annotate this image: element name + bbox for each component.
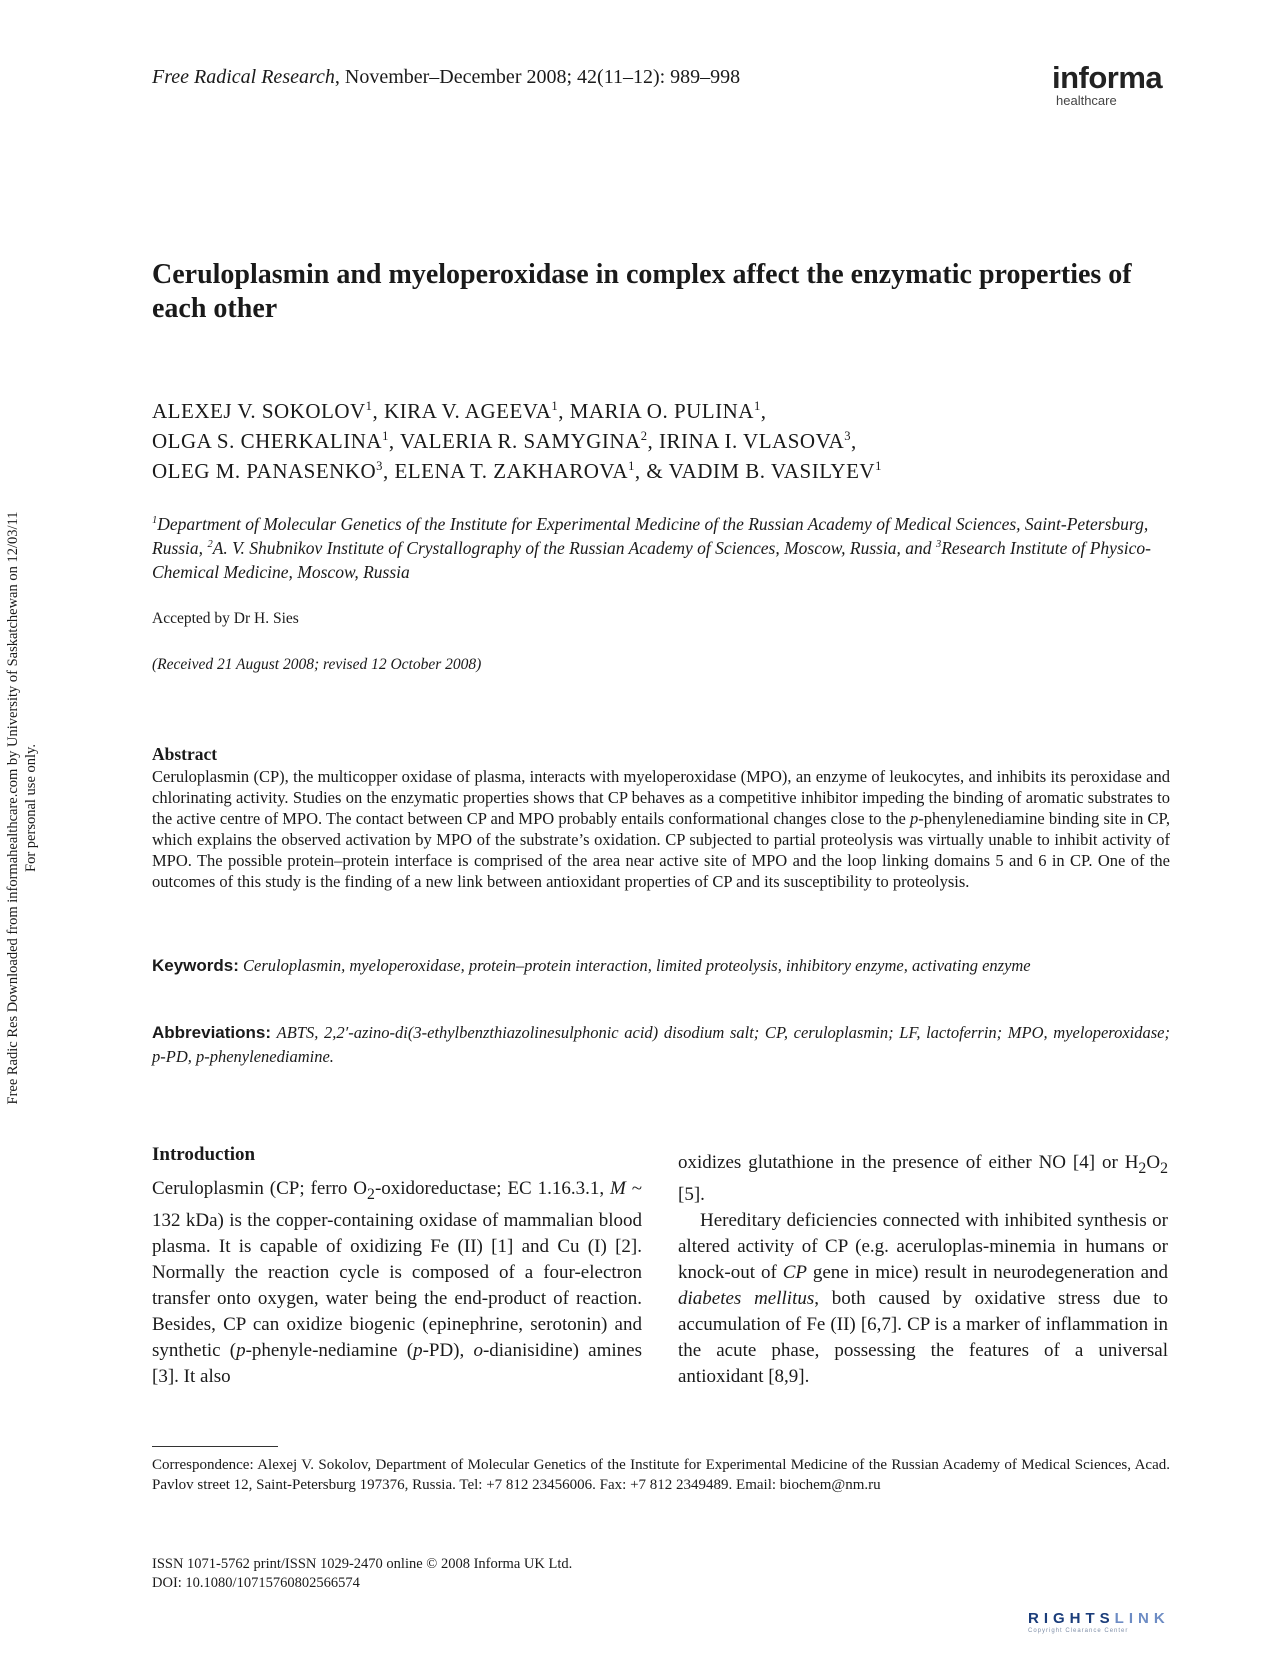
logo-sub-text: healthcare: [1056, 93, 1117, 108]
watermark-line-2: For personal use only.: [23, 744, 39, 872]
author: MARIA O. PULINA$^1$,: [569, 399, 767, 423]
correspondence-footnote: Correspondence: Alexej V. Sokolov, Department of Molecular Genetics of the Institute for Experimental Medicine of the Russian Academy of Medical Sciences, Acad. Pavlov street 12, Saint-Petersburg 197376, Russia. Tel: +7 812 23456006. Fax: +7 812 2349489. Email: biochem@nm.ru: [152, 1457, 1170, 1493]
keywords-label: Keywords:: [152, 956, 239, 975]
download-watermark: [4, 428, 44, 1188]
keywords-text: Ceruloplasmin, myeloperoxidase, protein–protein interaction, limited proteolysis, inhibitory enzyme, activating enzyme: [243, 956, 1031, 975]
author: IRINA I. VLASOVA$^3$,: [659, 429, 857, 453]
author: OLGA S. CHERKALINA$^1$,: [152, 429, 401, 453]
intro-paragraph-2: oxidizes glutathione in the presence of either NO [4] or $H_2O_2$ [5].: [678, 1152, 1168, 1205]
abbreviations: [152, 1021, 1170, 1069]
intro-paragraph-1: Ceruloplasmin (CP; ferro $O_2$-oxidoreductase; EC 1.16.3.1, M ~ 132 kDa) is the copper-containing oxidase of mammalian blood plasma. It is capable of oxidizing Fe (II) [1] and Cu (I) [2]. Normally the reaction cycle is composed of a four-electron transfer onto oxygen, water being the end-product of reaction. Besides, CP can oxidize biogenic (epinephrine, serotonin) and synthetic (p-phenyle-nediamine (p-PD), o-dianisidine) amines [3]. It also: [152, 1178, 642, 1387]
introduction-heading: Introduction: [152, 1144, 256, 1165]
introduction-left-column: [152, 1144, 642, 1390]
journal-citation: [152, 66, 740, 89]
author: ELENA T. ZAKHAROVA$^1$, &: [394, 459, 669, 483]
author: ALEXEJ V. SOKOLOV$^1$,: [152, 399, 384, 423]
rightslink-logo: [1028, 1610, 1170, 1634]
informa-logo: [1052, 62, 1162, 108]
affiliations: $^1$Department of Molecular Genetics of the Institute for Experimental Medicine of the Russian Academy of Medical Sciences, Saint-Petersburg, Russia, $^2$A. V. Shubnikov Institute of Crystallography of the Russian Academy of Sciences, Moscow, Russia, and $^3$Research Institute of Physico-Chemical Medicine, Moscow, Russia: [152, 514, 1151, 582]
keywords: [152, 954, 1170, 978]
author: KIRA V. AGEEVA$^1$,: [383, 399, 570, 423]
journal-name: Free Radical Research: [152, 66, 335, 88]
watermark-line-1: Free Radic Res Downloaded from informahealthcare.com by University of Saskatchewan on 12/03/11: [5, 511, 21, 1105]
article-title: Ceruloplasmin and myeloperoxidase in complex affect the enzymatic properties of each other: [152, 259, 1132, 324]
abstract-heading: Abstract: [152, 744, 218, 764]
abstract-text: Ceruloplasmin (CP), the multicopper oxidase of plasma, interacts with myeloperoxidase (MPO), an enzyme of leukocytes, and inhibits its peroxidase and chlorinating activity. Studies on the enzymatic properties shows that CP behaves as a competitive inhibitor impeding the binding of aromatic substrates to the active centre of MPO. The contact between CP and MPO probably entails conformational changes close to the p-phenylenediamine binding site in CP, which explains the observed activation by MPO of the substrate’s oxidation. CP subjected to partial proteolysis was virtually unable to inhibit activity of MPO. The possible protein–protein interface is comprised of the area near active site of MPO and the loop linking domains 5 and 6 in CP. One of the outcomes of this study is the finding of a new link between antioxidant properties of CP and its susceptibility to proteolysis.: [152, 767, 1171, 891]
logo-main-text: informa: [1052, 60, 1163, 95]
received-dates: (Received 21 August 2008; revised 12 October 2008): [152, 656, 482, 673]
author: VALERIA R. SAMYGINA$^2$,: [400, 429, 660, 453]
author: OLEG M. PANASENKO$^3$,: [152, 459, 395, 483]
rightslink-light: LINK: [1114, 1610, 1170, 1627]
doi-line: DOI: 10.1080/10715760802566574: [152, 1575, 360, 1591]
journal-issue: , November–December 2008; 42(11–12): 989–998: [334, 66, 741, 88]
author-list: [152, 396, 1162, 486]
rightslink-dark: RIGHTS: [1028, 1610, 1115, 1627]
abbreviations-label: Abbreviations:: [152, 1023, 272, 1042]
abbreviations-text: ABTS, 2,2′-azino-di(3-ethylbenzthiazolinesulphonic acid) disodium salt; CP, ceruloplasmin; LF, lactoferrin; MPO, myeloperoxidase; p-PD, p-phenylenediamine.: [152, 1023, 1170, 1066]
issn-doi: [152, 1555, 572, 1593]
issn-line: ISSN 1071-5762 print/ISSN 1029-2470 online © 2008 Informa UK Ltd.: [152, 1556, 573, 1572]
introduction-right-column: [678, 1150, 1168, 1390]
author: VADIM B. VASILYEV$^1$: [668, 459, 882, 483]
rightslink-sub: Copyright Clearance Center: [1028, 1628, 1129, 1634]
intro-paragraph-3: Hereditary deficiencies connected with inhibited synthesis or altered activity of CP (e.g. aceruloplas-minemia in humans or knock-out of CP gene in mice) result in neurodegeneration and diabetes mellitus, both caused by oxidative stress due to accumulation of Fe (II) [6,7]. CP is a marker of inflammation in the acute phase, possessing the features of a universal antioxidant [8,9].: [678, 1209, 1169, 1387]
accepted-by: Accepted by Dr H. Sies: [152, 610, 299, 627]
footnote-rule: [152, 1446, 278, 1447]
